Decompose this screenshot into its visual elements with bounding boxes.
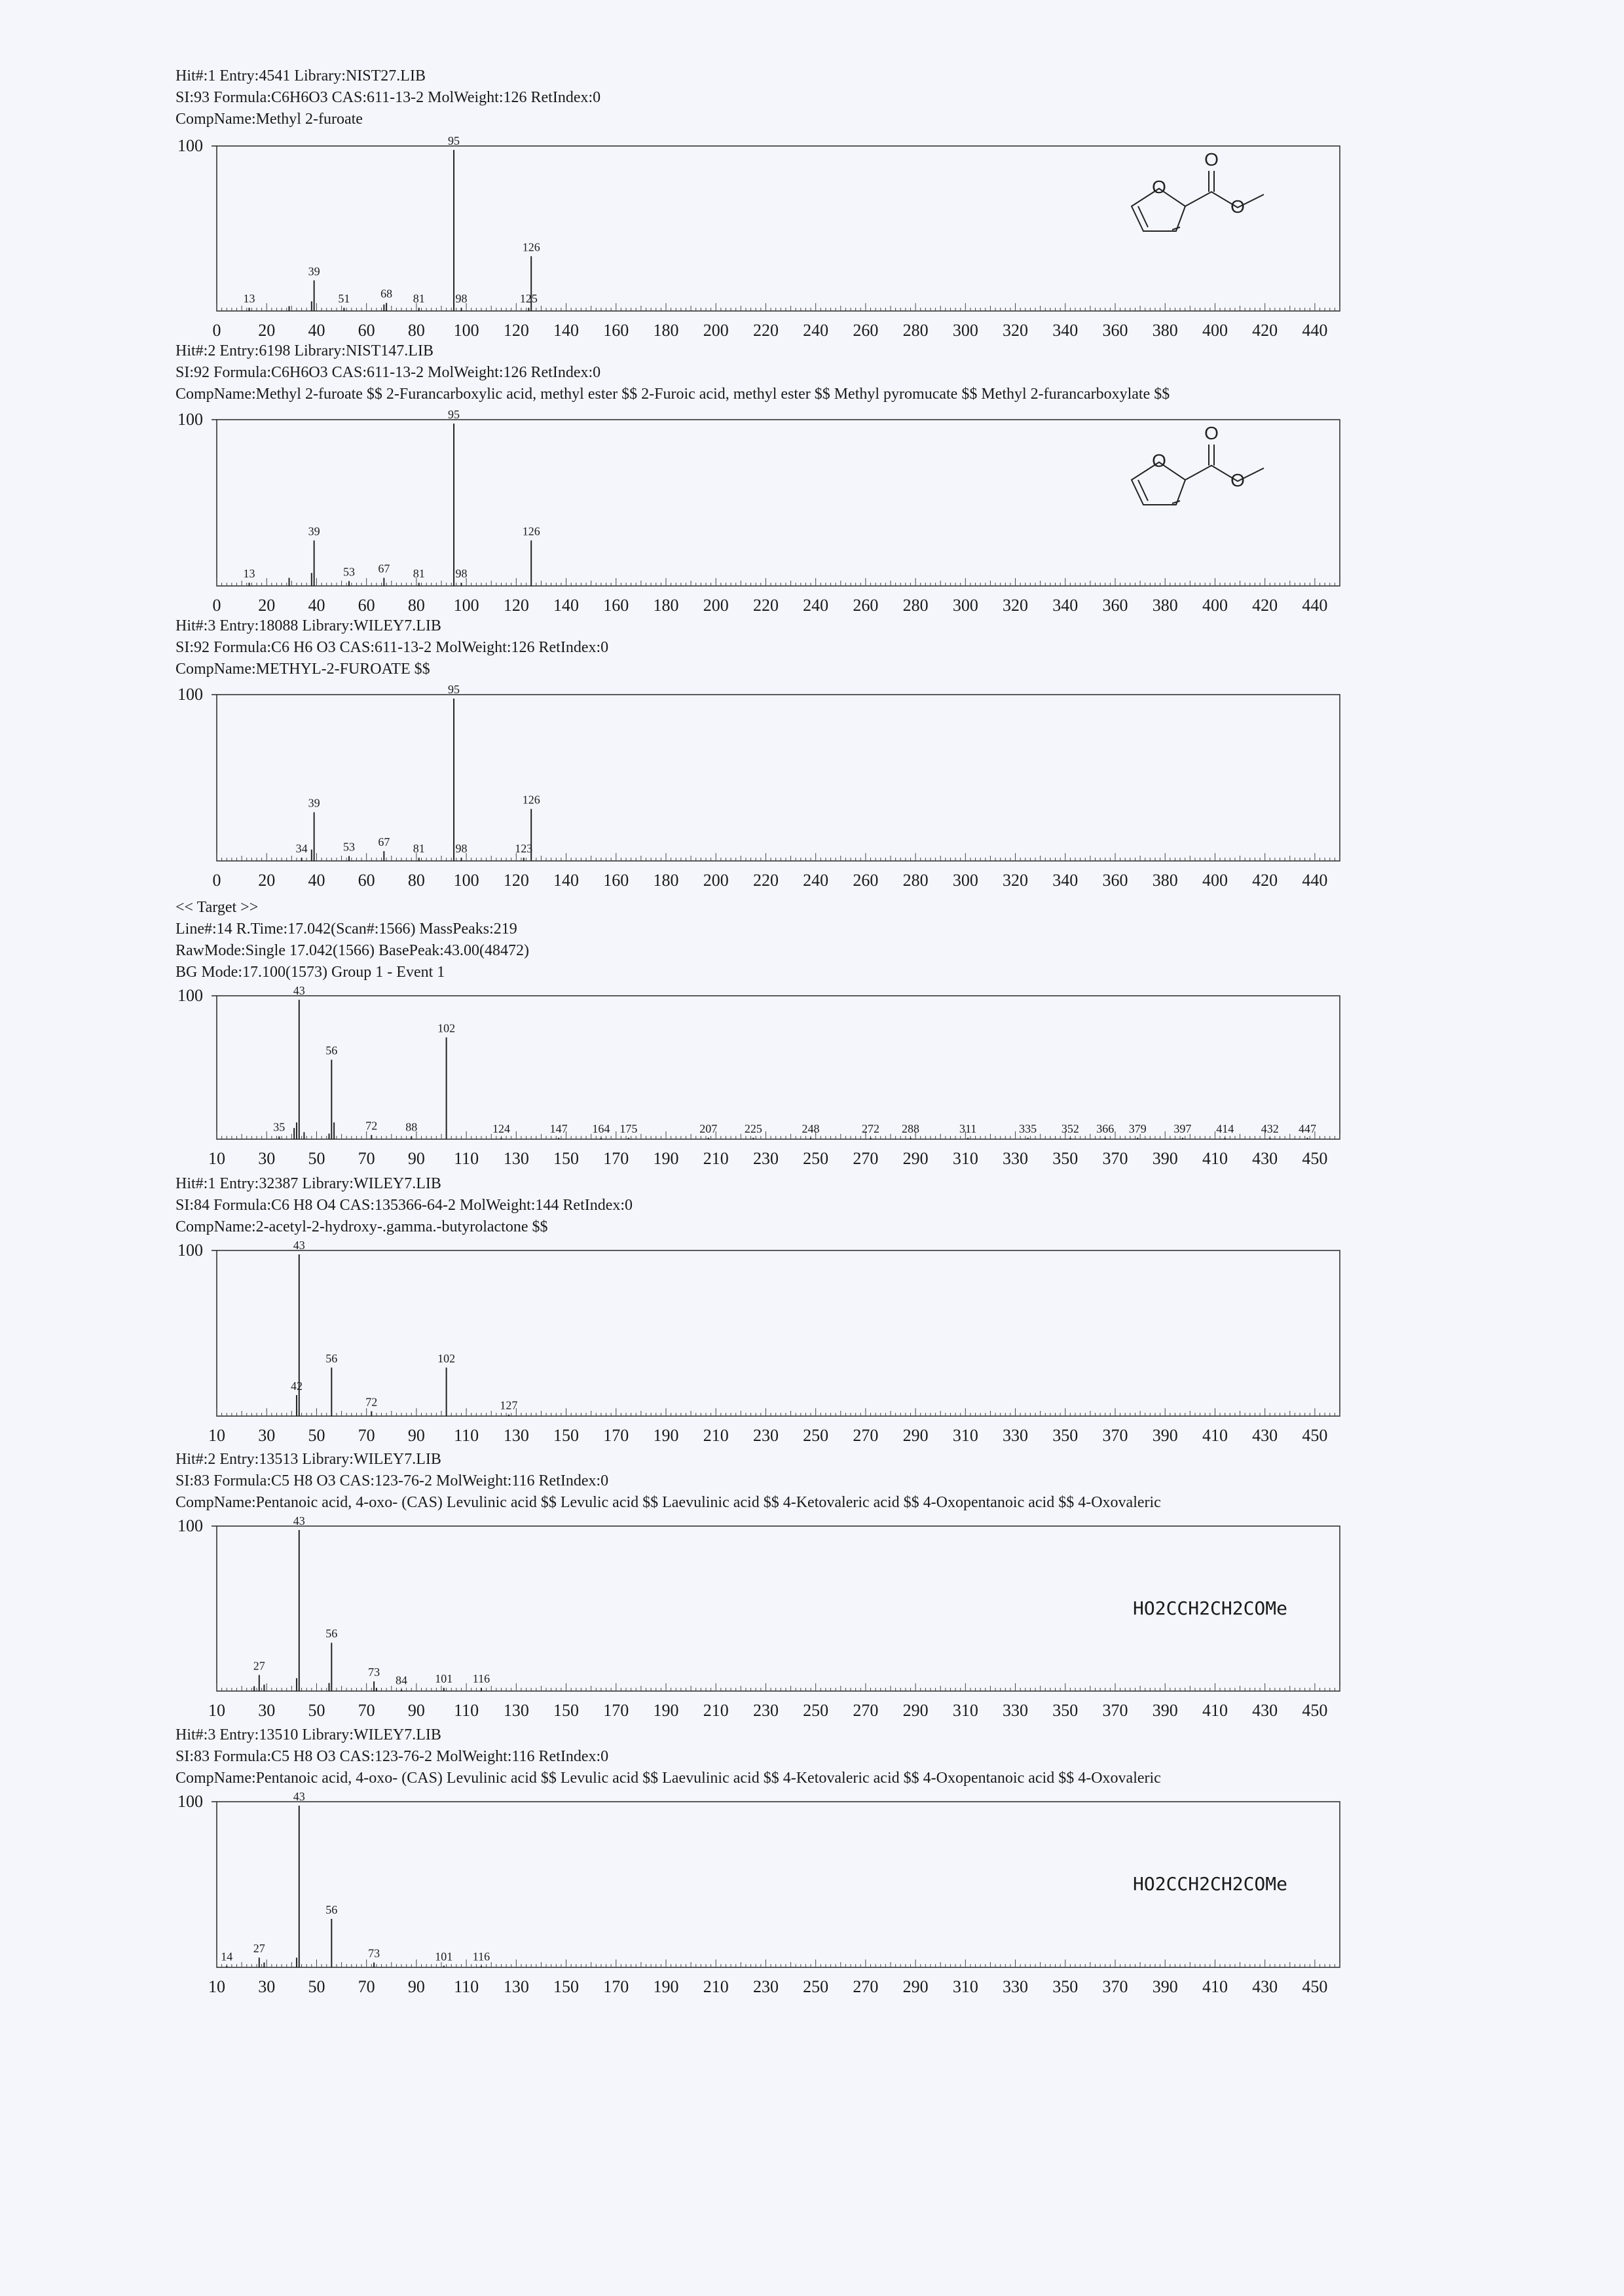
peak-label: 127	[500, 1398, 518, 1412]
x-tick-label: 180	[653, 596, 679, 615]
x-tick-label: 420	[1252, 321, 1278, 340]
x-tick-label: 0	[212, 596, 221, 615]
x-tick-label: 70	[358, 1701, 375, 1720]
x-tick-label: 370	[1102, 1426, 1128, 1445]
x-tick-label: 350	[1052, 1977, 1079, 1996]
peak-label: 175	[619, 1121, 638, 1135]
oxygen-atom-icon: O	[1152, 177, 1166, 197]
plot-frame	[217, 1250, 1340, 1416]
oxygen-atom-icon: O	[1230, 470, 1245, 490]
x-tick-label: 50	[308, 1426, 325, 1445]
x-tick-label: 430	[1252, 1426, 1278, 1445]
x-tick-label: 330	[1003, 1426, 1029, 1445]
peak-label: 73	[368, 1666, 380, 1679]
x-tick-label: 90	[407, 1977, 425, 1996]
x-tick-label: 320	[1003, 596, 1029, 615]
x-tick-label: 70	[358, 1977, 375, 1996]
peak-label: 447	[1298, 1121, 1316, 1135]
x-tick-label: 60	[358, 321, 375, 340]
x-tick-label: 310	[952, 1149, 978, 1168]
x-tick-label: 110	[454, 1701, 479, 1720]
x-tick-label: 160	[603, 596, 629, 615]
x-tick-label: 210	[703, 1977, 729, 1996]
peak-label: 125	[519, 292, 538, 306]
peak-label: 73	[368, 1946, 380, 1960]
x-tick-label: 150	[553, 1149, 580, 1168]
header-line: CompName:Methyl 2-furoate $$ 2-Furancarboxylic acid, methyl ester $$ 2-Furoic acid, methyl ester $$ Methyl pyromucate $$ Methyl 2-furancarboxylate $$	[175, 386, 1170, 403]
x-tick-label: 330	[1003, 1149, 1029, 1168]
x-tick-label: 40	[308, 596, 325, 615]
peak-label: 98	[455, 292, 468, 306]
peak-label: 126	[522, 240, 540, 254]
peak-label: 98	[455, 567, 468, 581]
header-line: BG Mode:17.100(1573) Group 1 - Event 1	[175, 964, 445, 981]
structure-formula-text: HO2CCH2CH2COMe	[1133, 1597, 1288, 1619]
x-tick-label: 70	[358, 1149, 375, 1168]
x-tick-label: 380	[1152, 596, 1178, 615]
x-tick-label: 250	[803, 1149, 829, 1168]
x-tick-label: 280	[902, 321, 929, 340]
x-tick-label: 170	[603, 1701, 629, 1720]
peak-label: 42	[290, 1379, 303, 1393]
x-tick-label: 380	[1152, 871, 1178, 890]
x-tick-label: 300	[952, 871, 978, 890]
peak-label: 116	[472, 1672, 490, 1686]
peak-label: 72	[365, 1395, 378, 1409]
x-tick-label: 80	[407, 321, 425, 340]
x-tick-label: 420	[1252, 871, 1278, 890]
oxygen-atom-icon: O	[1204, 423, 1219, 443]
x-tick-label: 110	[454, 1426, 479, 1445]
peak-label: 98	[455, 842, 468, 856]
peak-label: 34	[295, 842, 308, 856]
peak-label: 56	[325, 1044, 338, 1057]
x-tick-label: 290	[902, 1977, 929, 1996]
x-tick-label: 350	[1052, 1426, 1079, 1445]
peak-label: 207	[699, 1121, 718, 1135]
peak-label: 147	[549, 1121, 568, 1135]
x-tick-label: 190	[653, 1149, 679, 1168]
header-line: CompName:2-acetyl-2-hydroxy-.gamma.-butyrolactone $$	[175, 1218, 548, 1235]
spectrum-header	[175, 897, 529, 983]
x-tick-label: 450	[1302, 1426, 1328, 1445]
mass-spectrum-chart	[0, 407, 1624, 625]
peak-label: 311	[959, 1121, 977, 1135]
x-tick-label: 230	[752, 1426, 779, 1445]
x-tick-label: 50	[308, 1701, 325, 1720]
x-tick-label: 320	[1003, 321, 1029, 340]
peak-label: 248	[802, 1121, 820, 1135]
x-tick-label: 410	[1202, 1426, 1228, 1445]
peak-label: 81	[413, 567, 425, 581]
peak-label: 72	[365, 1119, 378, 1133]
x-tick-label: 150	[553, 1977, 580, 1996]
y-axis-max-label: 100	[177, 1241, 203, 1260]
x-tick-label: 10	[208, 1977, 225, 1996]
structure-formula-text: HO2CCH2CH2COMe	[1133, 1873, 1288, 1895]
x-tick-label: 380	[1152, 321, 1178, 340]
x-tick-label: 430	[1252, 1977, 1278, 1996]
mass-spectrum-chart	[0, 133, 1624, 350]
x-tick-label: 260	[853, 596, 879, 615]
x-tick-label: 130	[503, 1426, 529, 1445]
peak-label: 101	[435, 1672, 453, 1686]
x-tick-label: 250	[803, 1426, 829, 1445]
mass-spectrum-chart	[0, 682, 1624, 900]
x-tick-label: 410	[1202, 1977, 1228, 1996]
oxygen-atom-icon: O	[1230, 196, 1245, 217]
peak-label: 225	[744, 1121, 762, 1135]
spectrum-header	[175, 1724, 1161, 1789]
x-tick-label: 170	[603, 1426, 629, 1445]
x-tick-label: 160	[603, 321, 629, 340]
x-tick-label: 70	[358, 1426, 375, 1445]
x-tick-label: 240	[803, 596, 829, 615]
x-tick-label: 60	[358, 871, 375, 890]
x-tick-label: 120	[503, 596, 529, 615]
x-tick-label: 30	[258, 1977, 276, 1996]
x-tick-label: 330	[1003, 1977, 1029, 1996]
x-tick-label: 360	[1102, 596, 1128, 615]
x-tick-label: 410	[1202, 1701, 1228, 1720]
mass-spectrum-chart	[0, 983, 1624, 1178]
x-tick-label: 110	[454, 1977, 479, 1996]
header-line: << Target >>	[175, 899, 259, 916]
x-tick-label: 310	[952, 1977, 978, 1996]
plot-frame	[217, 996, 1340, 1139]
peak-label: 39	[308, 264, 320, 278]
x-tick-label: 90	[407, 1149, 425, 1168]
x-tick-label: 290	[902, 1426, 929, 1445]
x-tick-label: 150	[553, 1426, 580, 1445]
x-tick-label: 200	[703, 321, 729, 340]
x-tick-label: 50	[308, 1149, 325, 1168]
peak-label: 67	[378, 562, 390, 575]
x-tick-label: 430	[1252, 1149, 1278, 1168]
x-tick-label: 90	[407, 1426, 425, 1445]
x-tick-label: 220	[752, 596, 779, 615]
x-tick-label: 240	[803, 871, 829, 890]
x-tick-label: 270	[853, 1977, 879, 1996]
x-tick-label: 360	[1102, 321, 1128, 340]
x-tick-label: 370	[1102, 1149, 1128, 1168]
peak-label: 14	[221, 1950, 233, 1963]
x-tick-label: 370	[1102, 1977, 1128, 1996]
x-tick-label: 250	[803, 1701, 829, 1720]
peak-label: 53	[342, 565, 355, 579]
x-tick-label: 40	[308, 871, 325, 890]
header-line: CompName:Pentanoic acid, 4-oxo- (CAS) Levulinic acid $$ Levulic acid $$ Laevulinic acid $$ 4-Ketovaleric acid $$ 4-Oxopentanoic acid $$ 4-Oxovaleric	[175, 1494, 1161, 1511]
peak-label: 379	[1128, 1121, 1147, 1135]
peak-label: 88	[405, 1120, 418, 1134]
x-tick-label: 340	[1052, 871, 1079, 890]
x-tick-label: 390	[1152, 1977, 1178, 1996]
mass-spectrum-chart	[0, 1237, 1624, 1455]
x-tick-label: 340	[1052, 596, 1079, 615]
peak-label: 39	[308, 796, 320, 810]
spectrum-header	[175, 615, 608, 680]
x-tick-label: 170	[603, 1149, 629, 1168]
y-axis-max-label: 100	[177, 1516, 203, 1535]
header-line: RawMode:Single 17.042(1566) BasePeak:43.00(48472)	[175, 942, 529, 959]
plot-frame	[217, 420, 1340, 586]
y-axis-max-label: 100	[177, 685, 203, 704]
x-tick-label: 140	[553, 596, 580, 615]
x-tick-label: 130	[503, 1701, 529, 1720]
x-tick-label: 230	[752, 1149, 779, 1168]
x-tick-label: 370	[1102, 1701, 1128, 1720]
x-tick-label: 390	[1152, 1149, 1178, 1168]
y-axis-max-label: 100	[177, 410, 203, 429]
x-tick-label: 290	[902, 1149, 929, 1168]
peak-label: 51	[338, 292, 350, 306]
spectrum-header	[175, 1449, 1161, 1514]
x-tick-label: 400	[1202, 871, 1228, 890]
x-tick-label: 80	[407, 596, 425, 615]
header-line: Hit#:1 Entry:32387 Library:WILEY7.LIB	[175, 1175, 441, 1192]
spectrum-header	[175, 340, 1170, 405]
x-tick-label: 390	[1152, 1426, 1178, 1445]
x-tick-label: 100	[453, 321, 479, 340]
x-tick-label: 190	[653, 1977, 679, 1996]
peak-label: 101	[435, 1950, 453, 1963]
x-tick-label: 0	[212, 871, 221, 890]
peak-label: 68	[380, 287, 393, 301]
x-tick-label: 400	[1202, 596, 1228, 615]
header-line: SI:93 Formula:C6H6O3 CAS:611-13-2 MolWeight:126 RetIndex:0	[175, 89, 601, 106]
y-axis-max-label: 100	[177, 1792, 203, 1811]
x-tick-label: 330	[1003, 1701, 1029, 1720]
oxygen-atom-icon: O	[1152, 450, 1166, 471]
peak-label: 432	[1261, 1121, 1279, 1135]
spectrum-header	[175, 1173, 633, 1238]
header-line: SI:92 Formula:C6H6O3 CAS:611-13-2 MolWeight:126 RetIndex:0	[175, 364, 601, 381]
x-tick-label: 210	[703, 1701, 729, 1720]
x-tick-label: 350	[1052, 1149, 1079, 1168]
x-tick-label: 190	[653, 1426, 679, 1445]
peak-label: 126	[522, 524, 540, 538]
header-line: Hit#:1 Entry:4541 Library:NIST27.LIB	[175, 67, 426, 84]
x-tick-label: 0	[212, 321, 221, 340]
x-tick-label: 250	[803, 1977, 829, 1996]
x-tick-label: 20	[258, 871, 276, 890]
x-tick-label: 290	[902, 1701, 929, 1720]
x-tick-label: 350	[1052, 1701, 1079, 1720]
header-line: Hit#:2 Entry:13513 Library:WILEY7.LIB	[175, 1451, 441, 1468]
header-line: Line#:14 R.Time:17.042(Scan#:1566) MassPeaks:219	[175, 920, 517, 938]
x-tick-label: 440	[1302, 871, 1328, 890]
peak-label: 43	[293, 1790, 305, 1803]
peak-label: 43	[293, 1514, 305, 1527]
x-tick-label: 80	[407, 871, 425, 890]
peak-label: 102	[437, 1021, 456, 1035]
x-tick-label: 300	[952, 596, 978, 615]
x-tick-label: 230	[752, 1701, 779, 1720]
x-tick-label: 300	[952, 321, 978, 340]
peak-label: 43	[293, 1239, 305, 1252]
peak-label: 116	[472, 1950, 490, 1963]
x-tick-label: 110	[454, 1149, 479, 1168]
x-tick-label: 10	[208, 1149, 225, 1168]
header-line: CompName:Methyl 2-furoate	[175, 111, 363, 128]
x-tick-label: 30	[258, 1149, 276, 1168]
peak-label: 124	[492, 1121, 510, 1135]
peak-label: 13	[243, 567, 255, 581]
x-tick-label: 430	[1252, 1701, 1278, 1720]
x-tick-label: 100	[453, 596, 479, 615]
peak-label: 352	[1061, 1121, 1079, 1135]
x-tick-label: 210	[703, 1149, 729, 1168]
peak-label: 81	[413, 842, 425, 856]
x-tick-label: 210	[703, 1426, 729, 1445]
peak-label: 84	[396, 1673, 408, 1687]
x-tick-label: 450	[1302, 1701, 1328, 1720]
peak-label: 67	[378, 835, 390, 849]
peak-label: 123	[515, 842, 533, 856]
header-line: CompName:Pentanoic acid, 4-oxo- (CAS) Levulinic acid $$ Levulic acid $$ Laevulinic acid $$ 4-Ketovaleric acid $$ 4-Oxopentanoic acid $$ 4-Oxovaleric	[175, 1770, 1161, 1787]
x-tick-label: 310	[952, 1701, 978, 1720]
x-tick-label: 360	[1102, 871, 1128, 890]
x-tick-label: 260	[853, 321, 879, 340]
y-axis-max-label: 100	[177, 986, 203, 1005]
spectrum-header	[175, 65, 600, 130]
peak-label: 126	[522, 793, 540, 807]
x-tick-label: 200	[703, 596, 729, 615]
x-tick-label: 220	[752, 321, 779, 340]
peak-label: 43	[293, 984, 305, 997]
x-tick-label: 270	[853, 1701, 879, 1720]
header-line: SI:92 Formula:C6 H6 O3 CAS:611-13-2 MolWeight:126 RetIndex:0	[175, 639, 609, 656]
x-tick-label: 280	[902, 596, 929, 615]
x-tick-label: 140	[553, 871, 580, 890]
x-tick-label: 440	[1302, 321, 1328, 340]
x-tick-label: 140	[553, 321, 580, 340]
mass-spectrum-chart	[0, 1513, 1624, 1730]
header-line: Hit#:2 Entry:6198 Library:NIST147.LIB	[175, 342, 434, 359]
x-tick-label: 160	[603, 871, 629, 890]
peak-label: 288	[901, 1121, 919, 1135]
x-tick-label: 270	[853, 1426, 879, 1445]
peak-label: 95	[448, 683, 460, 696]
peak-label: 95	[448, 408, 460, 421]
x-tick-label: 420	[1252, 596, 1278, 615]
x-tick-label: 170	[603, 1977, 629, 1996]
peak-label: 56	[325, 1351, 338, 1365]
x-tick-label: 120	[503, 321, 529, 340]
x-tick-label: 320	[1003, 871, 1029, 890]
oxygen-atom-icon: O	[1204, 149, 1219, 170]
x-tick-label: 130	[503, 1977, 529, 1996]
x-tick-label: 30	[258, 1426, 276, 1445]
peak-label: 27	[253, 1942, 265, 1956]
peak-label: 335	[1019, 1121, 1037, 1135]
header-line: Hit#:3 Entry:18088 Library:WILEY7.LIB	[175, 617, 441, 634]
x-tick-label: 340	[1052, 321, 1079, 340]
x-tick-label: 400	[1202, 321, 1228, 340]
peak-label: 397	[1173, 1121, 1192, 1135]
peak-label: 272	[862, 1121, 880, 1135]
x-tick-label: 220	[752, 871, 779, 890]
header-line: Hit#:3 Entry:13510 Library:WILEY7.LIB	[175, 1726, 441, 1743]
y-axis-max-label: 100	[177, 136, 203, 155]
header-line: SI:83 Formula:C5 H8 O3 CAS:123-76-2 MolWeight:116 RetIndex:0	[175, 1748, 609, 1765]
header-line: SI:84 Formula:C6 H8 O4 CAS:135366-64-2 MolWeight:144 RetIndex:0	[175, 1197, 633, 1214]
peak-label: 366	[1096, 1121, 1115, 1135]
x-tick-label: 450	[1302, 1149, 1328, 1168]
x-tick-label: 180	[653, 321, 679, 340]
x-tick-label: 310	[952, 1426, 978, 1445]
x-tick-label: 240	[803, 321, 829, 340]
x-tick-label: 100	[453, 871, 479, 890]
peak-label: 81	[413, 292, 425, 306]
x-tick-label: 410	[1202, 1149, 1228, 1168]
x-tick-label: 280	[902, 871, 929, 890]
x-tick-label: 20	[258, 321, 276, 340]
mass-spectrum-chart	[0, 1789, 1624, 2007]
x-tick-label: 260	[853, 871, 879, 890]
peak-label: 53	[342, 840, 355, 854]
plot-frame	[217, 146, 1340, 311]
peak-label: 56	[325, 1903, 338, 1916]
x-tick-label: 90	[407, 1701, 425, 1720]
peak-label: 164	[592, 1121, 610, 1135]
x-tick-label: 190	[653, 1701, 679, 1720]
header-line: SI:83 Formula:C5 H8 O3 CAS:123-76-2 MolWeight:116 RetIndex:0	[175, 1472, 609, 1489]
peak-label: 35	[273, 1120, 286, 1134]
peak-label: 95	[448, 134, 460, 147]
header-line: CompName:METHYL-2-FUROATE $$	[175, 661, 430, 678]
x-tick-label: 10	[208, 1701, 225, 1720]
x-tick-label: 440	[1302, 596, 1328, 615]
x-tick-label: 30	[258, 1701, 276, 1720]
x-tick-label: 200	[703, 871, 729, 890]
x-tick-label: 120	[503, 871, 529, 890]
peak-label: 27	[253, 1659, 265, 1673]
x-tick-label: 50	[308, 1977, 325, 1996]
x-tick-label: 450	[1302, 1977, 1328, 1996]
peak-label: 39	[308, 524, 320, 538]
x-tick-label: 10	[208, 1426, 225, 1445]
peak-label: 13	[243, 292, 255, 306]
x-tick-label: 130	[503, 1149, 529, 1168]
peak-label: 102	[437, 1351, 456, 1365]
x-tick-label: 40	[308, 321, 325, 340]
x-tick-label: 150	[553, 1701, 580, 1720]
x-tick-label: 180	[653, 871, 679, 890]
peak-label: 56	[325, 1627, 338, 1641]
x-tick-label: 230	[752, 1977, 779, 1996]
x-tick-label: 20	[258, 596, 276, 615]
x-tick-label: 390	[1152, 1701, 1178, 1720]
x-tick-label: 270	[853, 1149, 879, 1168]
x-tick-label: 60	[358, 596, 375, 615]
peak-label: 414	[1216, 1121, 1234, 1135]
